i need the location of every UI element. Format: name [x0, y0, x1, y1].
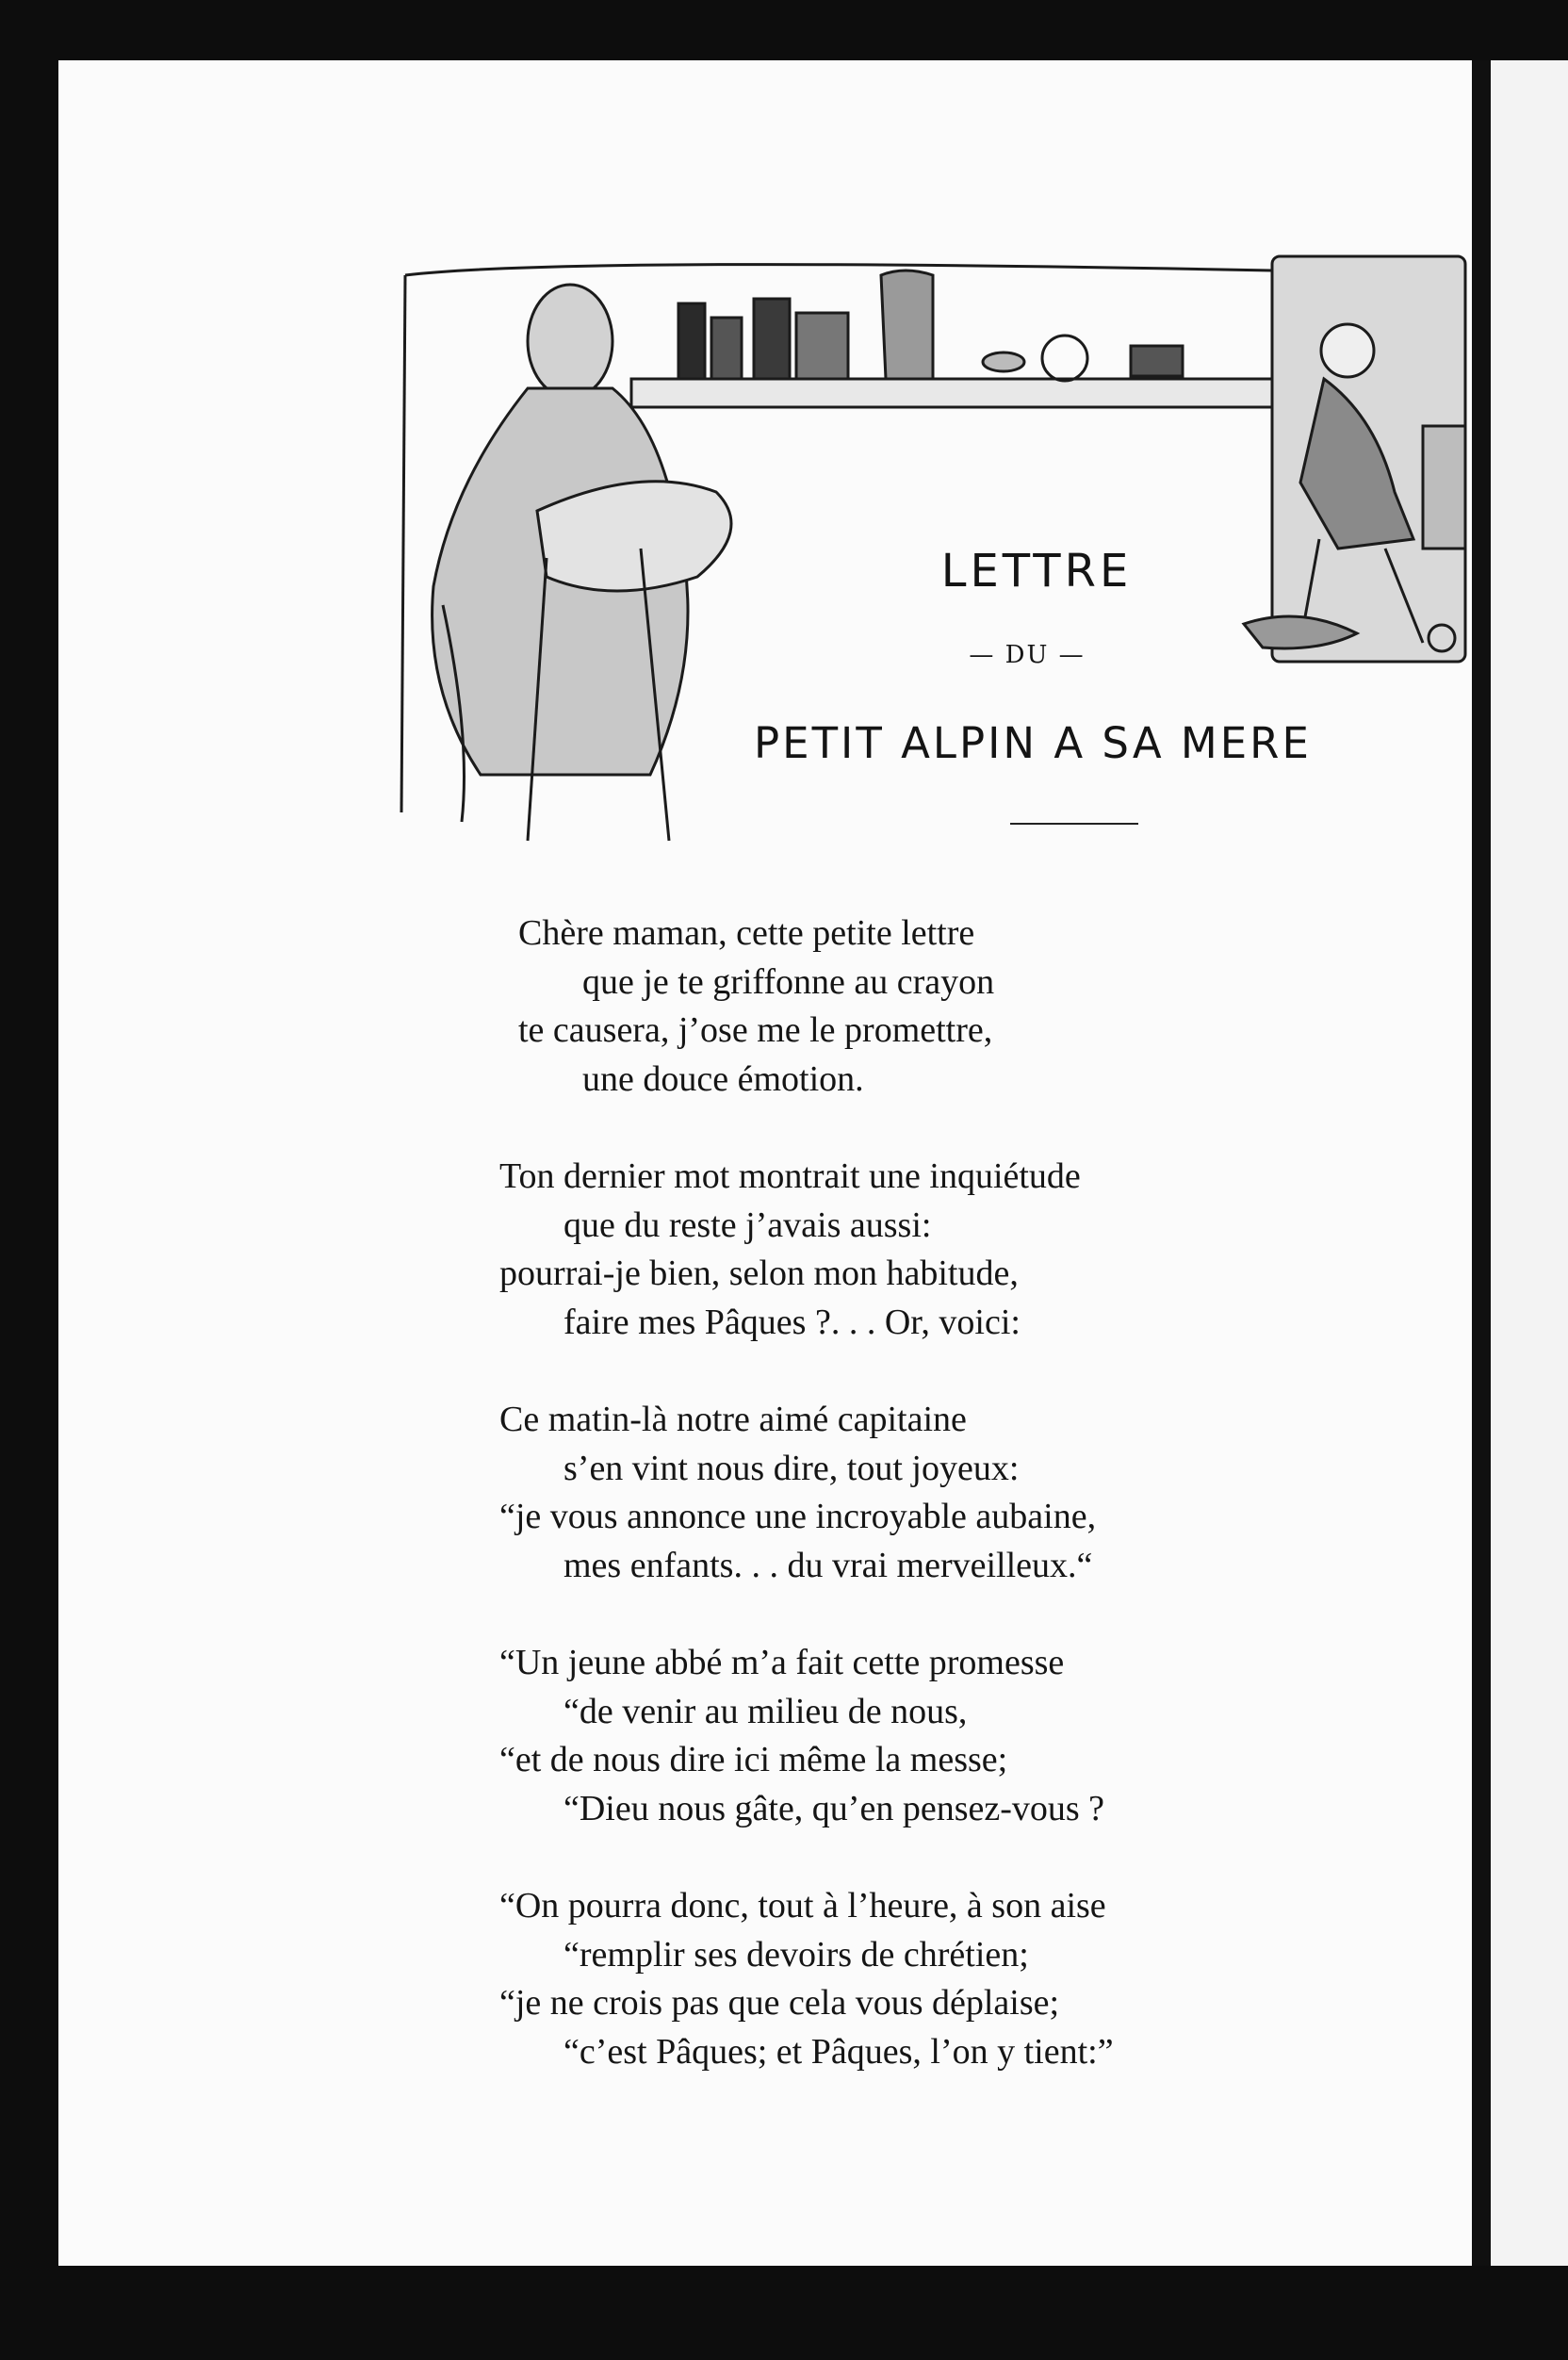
poem-line: “je ne crois pas que cela vous déplaise;	[499, 1983, 1060, 2023]
title-rule-divider	[1010, 823, 1138, 825]
poem-line: “je vous annonce une incroyable aubaine,	[499, 1497, 1097, 1536]
poem-stanza	[499, 1153, 1376, 1347]
poem-stanza	[499, 1882, 1376, 2076]
poem-line: pourrai-je bien, selon mon habitude,	[499, 1254, 1019, 1293]
poem-line: Chère maman, cette petite lettre	[518, 913, 975, 953]
title-lettre: LETTRE	[940, 545, 1133, 598]
poem-line: que du reste j’avais aussi:	[564, 1205, 932, 1245]
poem-line: “Un jeune abbé m’a fait cette promesse	[499, 1643, 1065, 1682]
poem-line: “de venir au milieu de nous,	[564, 1691, 968, 1731]
poem-line: te causera, j’ose me le promettre,	[518, 1010, 993, 1050]
poem-line: Ce matin-là notre aimé capitaine	[499, 1400, 967, 1439]
poem-stanza	[499, 1639, 1376, 1833]
poem-line: “remplir ses devoirs de chrétien;	[564, 1934, 1029, 1975]
poem-line: “c’est Pâques; et Pâques, l’on y tient:”	[564, 2031, 1114, 2072]
facing-page-edge	[1491, 60, 1568, 2266]
poem-body	[499, 910, 1376, 2125]
book-gutter	[1472, 60, 1491, 2266]
poem-line: “On pourra donc, tout à l’heure, à son aise	[499, 1886, 1106, 1926]
poem-line: “et de nous dire ici même la messe;	[499, 1740, 1008, 1779]
poem-stanza	[499, 1396, 1376, 1590]
soldier-vignette	[1244, 256, 1465, 662]
title-du: — DU —	[969, 641, 1086, 669]
poem-line: Ton dernier mot montrait une inquiétude	[499, 1156, 1081, 1196]
poem-line: faire mes Pâques ?. . . Or, voici:	[564, 1302, 1021, 1342]
title-main: PETIT ALPIN A SA MERE	[754, 718, 1312, 768]
poem-line: que je te griffonne au crayon	[582, 961, 995, 1002]
poem-line: “Dieu nous gâte, qu’en pensez-vous ?	[564, 1788, 1105, 1828]
poem-line: une douce émotion.	[582, 1058, 864, 1099]
poem-stanza	[499, 910, 1376, 1104]
poem-line: mes enfants. . . du vrai merveilleux.“	[564, 1545, 1093, 1585]
poem-line: s’en vint nous dire, tout joyeux:	[564, 1448, 1020, 1488]
